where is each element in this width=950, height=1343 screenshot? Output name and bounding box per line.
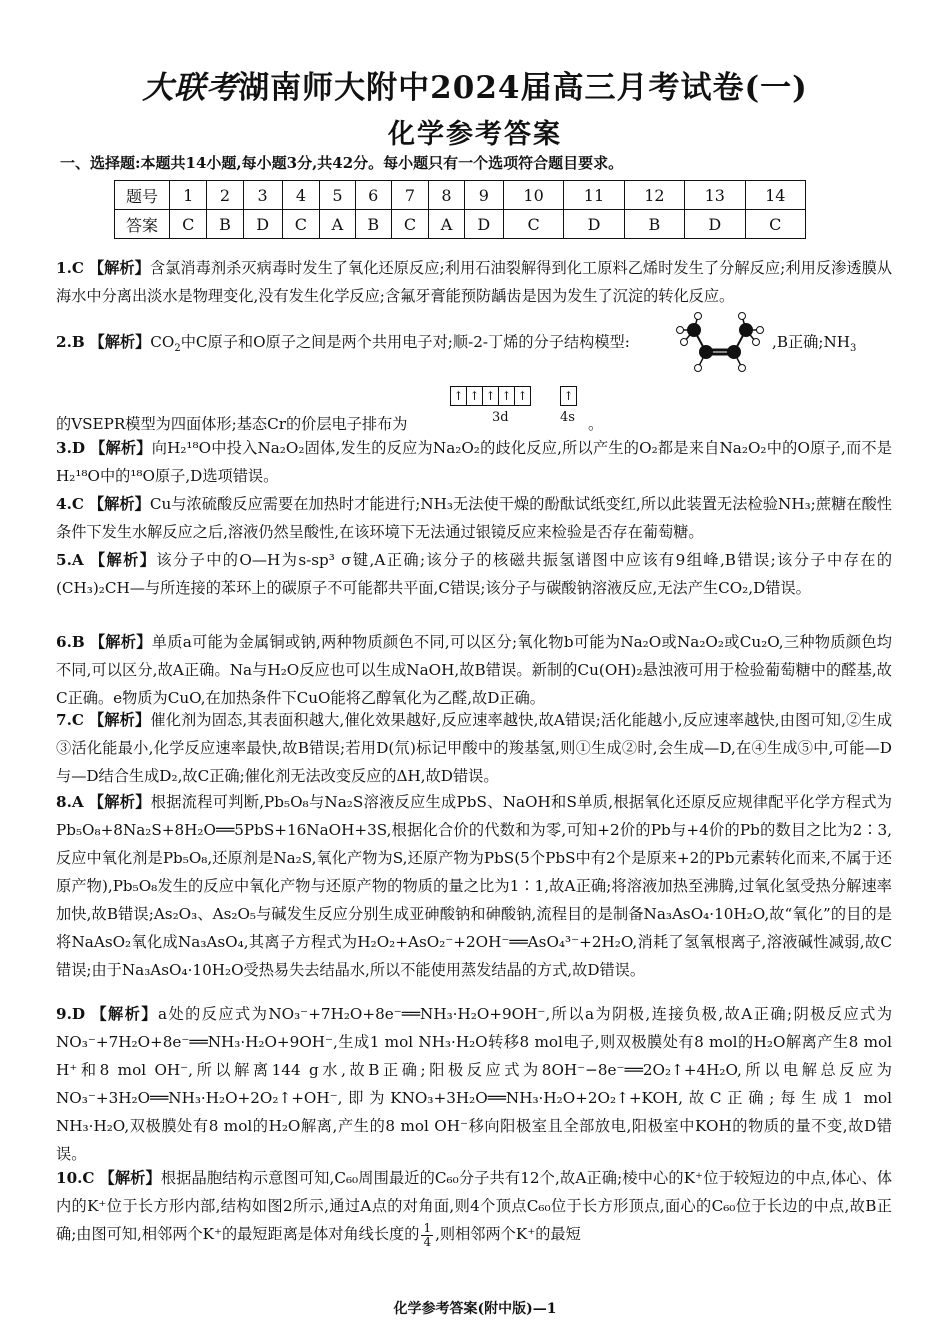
- analysis-tag: 【解析】: [88, 711, 151, 729]
- section-heading: 一、选择题:本题共14小题,每小题3分,共42分。每小题只有一个选项符合题目要求。: [60, 154, 624, 172]
- fraction: [421, 1222, 433, 1249]
- table-cell: D: [464, 210, 503, 239]
- question-number: 10.C: [56, 1169, 95, 1187]
- table-cell: 3: [243, 181, 282, 210]
- table-header-cell: 答案: [115, 210, 170, 239]
- explanation-text: ,则相邻两个K⁺的最短: [435, 1225, 581, 1243]
- analysis-tag: 【解析】: [88, 259, 150, 277]
- table-cell: C: [391, 210, 428, 239]
- question-number: 9.D: [56, 1005, 86, 1023]
- page-footer: 化学参考答案(附中版)—1: [393, 1301, 557, 1317]
- exam-title: 湖南师大附中2024届高三月考试卷(一): [238, 70, 808, 106]
- question-number: 8.A: [56, 793, 84, 811]
- subscript: 2: [174, 343, 181, 355]
- table-cell: D: [564, 210, 624, 239]
- up-arrow-icon: ↑: [498, 386, 515, 406]
- table-cell: D: [243, 210, 282, 239]
- table-cell: 4: [282, 181, 319, 210]
- table-cell: 5: [320, 181, 356, 210]
- question-number: 5.A: [56, 551, 84, 569]
- orbital-3d-boxes: [450, 386, 530, 408]
- table-cell: 13: [685, 181, 745, 210]
- question-number: 4.C: [56, 495, 84, 513]
- explanation-q5: [56, 546, 892, 602]
- table-cell: 7: [391, 181, 428, 210]
- table-cell: 10: [503, 181, 563, 210]
- table-cell: A: [429, 210, 465, 239]
- explanation-text: a处的反应式为NO₃⁻+7H₂O+8e⁻══NH₃·H₂O+9OH⁻,所以a为阴极,连接负极,故A正确;阴极反应式为NO₃⁻+7H₂O+8e⁻══NH₃·H₂O+9OH⁻,生成1 mol NH₃·H₂O转移8 mol电子,则双极膜处有8 mol的H₂O解离产生8 mol H⁺和8 mol OH⁻,所以解离144 g水,故B正确;阳极反应式为8OH⁻−8e⁻══2O₂↑+4H₂O,所以电解总反应为NO₃⁻+3H₂O══NH₃·H₂O+2O₂↑+OH⁻,即为KNO₃+3H₂O══NH₃·H₂O+2O₂↑+KOH,故C正确;每生成1 mol NH₃·H₂O,双极膜处有8 mol的H₂O解离,产生的8 mol OH⁻移向阳极室且全部放电,阳极室中KOH的物质的量不变,故D错误。: [56, 1005, 893, 1163]
- table-cell: C: [503, 210, 563, 239]
- question-number: 3.D: [56, 439, 86, 457]
- explanation-text: 催化剂为固态,其表面积越大,催化效果越好,反应速率越快,故A错误;活化能越小,反应速率越快,由图可知,②生成③活化能最小,化学反应速率最快,故B错误;若用D(氘)标记甲酸中的羧基氢,则①生成②时,会生成—D,在④生成⑤中,可能—D与—D结合生成D₂,故C正确;催化剂无法改变反应的ΔH,故D错误。: [56, 711, 893, 785]
- explanation-q8: [56, 788, 892, 984]
- explanation-q9: [56, 1000, 892, 1168]
- orbital-label-3d: 3d: [492, 410, 509, 425]
- analysis-tag: 【解析】: [88, 793, 151, 811]
- explanation-text: 向H₂¹⁸O中投入Na₂O₂固体,发生的反应为Na₂O₂的歧化反应,所以产生的O₂都是来自Na₂O₂中的O原子,而不是H₂¹⁸O中的¹⁸O原子,D选项错误。: [56, 439, 892, 485]
- table-cell: 9: [464, 181, 503, 210]
- analysis-tag: 【解析】: [89, 633, 152, 651]
- explanation-q3: [56, 434, 892, 490]
- explanation-text: Cu与浓硫酸反应需要在加热时才能进行;NH₃无法使干燥的酚酞试纸变红,所以此装置无法检验NH₃;蔗糖在酸性条件下发生水解反应之后,溶液仍然呈酸性,在该环境下无法通过银镜反应来检验是否存在葡萄糖。: [56, 495, 892, 541]
- table-cell: 14: [745, 181, 806, 210]
- analysis-tag: 【解析】: [99, 1169, 161, 1187]
- fraction-numerator: 1: [423, 1220, 432, 1235]
- electron-configuration-diagram: [450, 386, 590, 430]
- orbital-label-4s: 4s: [560, 410, 575, 425]
- table-cell: B: [624, 210, 684, 239]
- explanation-text: 该分子中的O—H为s-sp³ σ键,A正确;该分子的核磁共振氢谱图中应该有9组峰,B错误;该分子中存在的(CH₃)₂CH—与所连接的苯环上的碳原子不可能都共平面,C错误;该分子与碳酸钠溶液反应,无法产生CO₂,D错误。: [56, 551, 893, 597]
- table-cell: 8: [429, 181, 465, 210]
- table-cell: A: [320, 210, 356, 239]
- up-arrow-icon: ↑: [482, 386, 499, 406]
- table-cell: 2: [207, 181, 243, 210]
- explanation-text: ,B正确;NH: [772, 333, 851, 351]
- up-arrow-icon: ↑: [560, 386, 577, 406]
- analysis-tag: 【解析】: [88, 495, 150, 513]
- fraction-denominator: 4: [423, 1234, 432, 1249]
- explanation-q7: [56, 706, 892, 790]
- table-cell: C: [282, 210, 319, 239]
- table-cell: 1: [170, 181, 207, 210]
- explanation-q10: [56, 1164, 892, 1249]
- answer-table-number-row: [115, 181, 806, 210]
- up-arrow-icon: ↑: [450, 386, 467, 406]
- table-cell: C: [170, 210, 207, 239]
- explanation-text: 根据晶胞结构示意图可知,C₆₀周围最近的C₆₀分子共有12个,故A正确;棱中心的K⁺位于较短边的中点,体心、体内的K⁺位于长方形内部,结构如图2所示,通过A点的对角面,则4个顶点C₆₀位于长方形顶点,面心的C₆₀位于长边的中点,故B正确;由图可知,相邻两个K⁺的最短距离是体对角线长度的: [56, 1169, 893, 1243]
- table-cell: C: [745, 210, 806, 239]
- table-cell: 12: [624, 181, 684, 210]
- analysis-tag: 【解析】: [89, 551, 157, 569]
- explanation-text: CO: [150, 333, 175, 351]
- explanation-q2: [56, 328, 676, 356]
- explanation-text: 含氯消毒剂杀灭病毒时发生了氧化还原反应;利用石油裂解得到化工原料乙烯时发生了分解反应;利用反渗透膜从海水中分离出淡水是物理变化,没有发生化学反应;含氟牙膏能预防龋齿是因为发生了沉淀的转化反应。: [56, 259, 893, 305]
- brand-logo-text: 大联考: [142, 70, 239, 106]
- explanation-text: 。: [588, 415, 604, 433]
- table-cell: B: [207, 210, 243, 239]
- explanation-text: 的VSEPR模型为四面体形;基态Cr的价层电子排布为: [56, 415, 408, 433]
- explanation-q2-cont: [772, 328, 892, 356]
- cis-2-butene-model-icon: [676, 312, 772, 374]
- table-header-cell: 题号: [115, 181, 170, 210]
- analysis-tag: 【解析】: [91, 1005, 158, 1023]
- explanation-q4: [56, 490, 892, 546]
- explanation-text: 根据流程可判断,Pb₅O₈与Na₂S溶液反应生成PbS、NaOH和S单质,根据氧化还原反应规律配平化学方程式为Pb₅O₈+8Na₂S+8H₂O══5PbS+16NaOH+3S,根据化合价的代数和为零,可知+2价的Pb与+4价的Pb的数目之比为2∶3,反应中氧化剂是Pb₅O₈,还原剂是Na₂S,氧化产物为S,还原产物为PbS(5个PbS中有2个是原来+2的Pb元素转化而来,不属于还原产物),Pb₅O₈发生的反应中氧化产物与还原产物的物质的量之比为1∶1,故A正确;将溶液加热至沸腾,过氧化氢受热分解速率加快,故B错误;As₂O₃、As₂O₅与碱发生反应分别生成亚砷酸钠和砷酸钠,流程目的是制备Na₃AsO₄·10H₂O,故“氧化”的目的是将NaAsO₂氧化成Na₃AsO₄,其离子方程式为H₂O₂+AsO₂⁻+2OH⁻══AsO₄³⁻+2H₂O,消耗了氢氧根离子,溶液碱性减弱,故C错误;由于Na₃AsO₄·10H₂O受热易失去结晶水,所以不能使用蒸发结晶的方式,故D错误。: [56, 793, 892, 979]
- up-arrow-icon: ↑: [514, 386, 531, 406]
- question-number: 7.C: [56, 711, 84, 729]
- table-cell: 6: [355, 181, 391, 210]
- table-cell: B: [355, 210, 391, 239]
- page-subtitle: 化学参考答案: [388, 119, 562, 150]
- table-cell: D: [685, 210, 745, 239]
- table-cell: 11: [564, 181, 624, 210]
- answer-table-answer-row: [115, 210, 806, 239]
- answer-table: [114, 180, 806, 239]
- question-number: 1.C: [56, 259, 84, 277]
- explanation-text: 中C原子和O原子之间是两个共用电子对;顺-2-丁烯的分子结构模型:: [180, 333, 630, 351]
- up-arrow-icon: ↑: [466, 386, 483, 406]
- analysis-tag: 【解析】: [89, 333, 151, 351]
- analysis-tag: 【解析】: [90, 439, 152, 457]
- question-number: 6.B: [56, 633, 85, 651]
- explanation-text: 单质a可能为金属铜或钠,两种物质颜色不同,可以区分;氧化物b可能为Na₂O或Na₂O₂或Cu₂O,三种物质颜色均不同,可以区分,故A正确。Na与H₂O反应也可以生成NaOH,故B错误。新制的Cu(OH)₂悬浊液可用于检验葡萄糖中的醛基,故C正确。e物质为CuO,在加热条件下CuO能将乙醇氧化为乙醛,故D正确。: [56, 633, 892, 707]
- question-number: 2.B: [56, 333, 85, 351]
- page-title: [0, 62, 950, 107]
- explanation-q1: [56, 254, 892, 310]
- subscript: 3: [850, 343, 857, 355]
- explanation-q6: [56, 628, 892, 712]
